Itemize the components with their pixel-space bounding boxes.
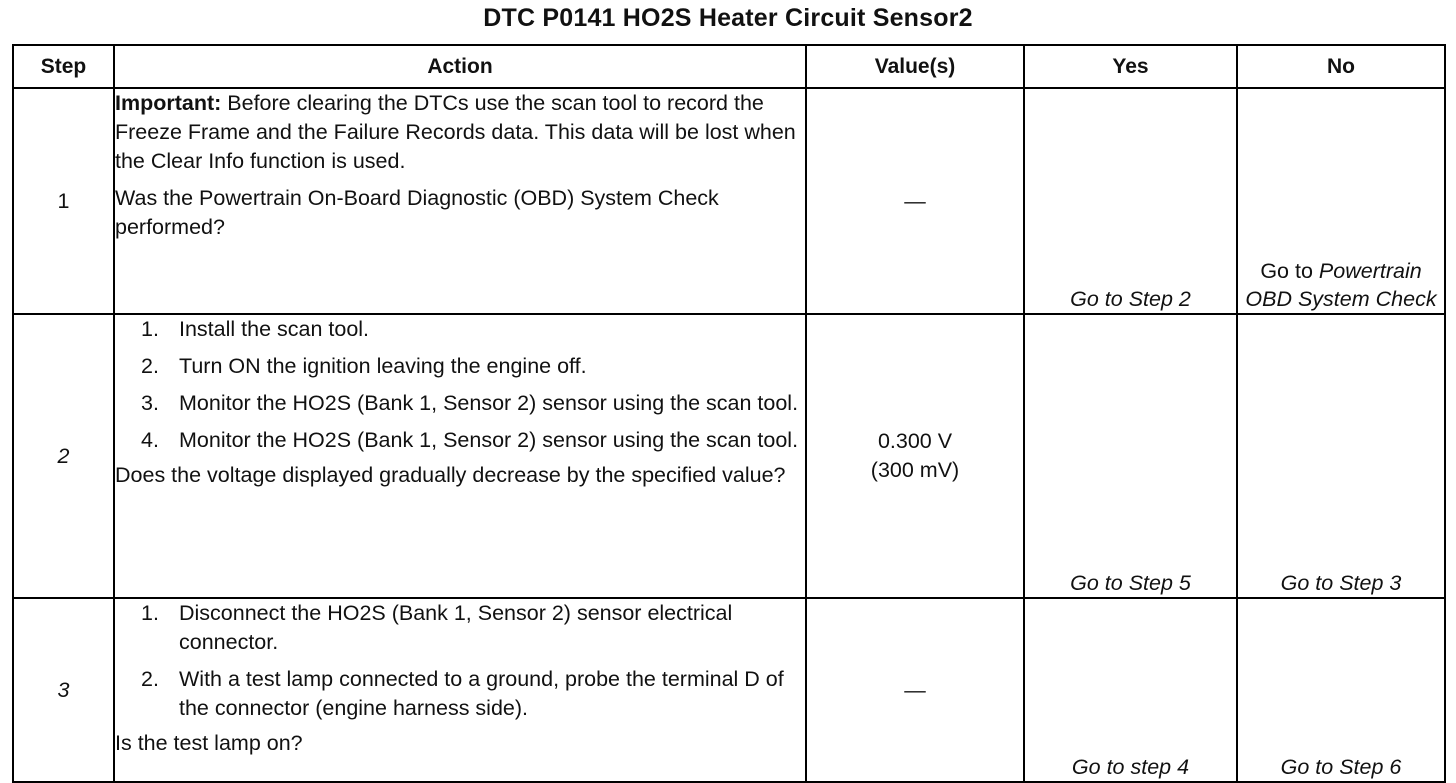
page-title: DTC P0141 HO2S Heater Circuit Sensor2 <box>483 4 973 32</box>
table-row <box>13 598 1445 782</box>
step-number: 2 <box>13 314 114 598</box>
no-goto-link[interactable]: Go to Step 3 <box>1280 571 1402 595</box>
no-cell <box>1237 314 1445 598</box>
important-text: Before clearing the DTCs use the scan tool to record the Freeze Frame and the Failure Records data. This data will be lost when the Clear Info function is used. <box>115 91 796 173</box>
action-cell <box>114 598 806 782</box>
yes-goto-link[interactable]: Go to step 4 <box>1071 755 1190 779</box>
yes-goto-link[interactable]: Go to Step 2 <box>1070 287 1191 311</box>
list-item: 2. Turn ON the ignition leaving the engine off. <box>141 354 587 378</box>
yes-cell <box>1024 314 1237 598</box>
no-goto-link[interactable]: Powertrain OBD System Check <box>1245 259 1437 311</box>
table-header-row <box>13 45 1445 88</box>
action-steps-list <box>115 599 805 723</box>
value-dash: — <box>904 188 926 213</box>
action-cell <box>114 88 806 314</box>
yes-cell <box>1024 598 1237 782</box>
yes-cell <box>1024 88 1237 314</box>
action-question: Is the test lamp on? <box>115 731 303 755</box>
step-number: 1 <box>13 88 114 314</box>
header-step: Step <box>13 45 114 88</box>
header-no: No <box>1237 45 1445 88</box>
value-cell <box>806 314 1024 598</box>
list-item: 1. Disconnect the HO2S (Bank 1, Sensor 2) sensor electrical connector. <box>141 601 733 654</box>
action-question: Does the voltage displayed gradually decrease by the specified value? <box>115 463 786 487</box>
action-steps-list <box>115 315 805 455</box>
header-values: Value(s) <box>806 45 1024 88</box>
yes-goto-link[interactable]: Go to Step 5 <box>1070 571 1191 595</box>
no-goto-prefix: Go to <box>1260 259 1313 283</box>
diagnostic-table <box>12 44 1446 783</box>
value-cell <box>806 598 1024 782</box>
important-label: Important: <box>115 91 222 115</box>
list-item: 1. Install the scan tool. <box>141 317 370 341</box>
value-dash: — <box>904 677 926 702</box>
list-item: 3. Monitor the HO2S (Bank 1, Sensor 2) sensor using the scan tool. <box>141 391 799 415</box>
value-cell <box>806 88 1024 314</box>
action-cell <box>114 314 806 598</box>
value-voltage: 0.300 V <box>877 429 953 453</box>
header-action: Action <box>114 45 806 88</box>
step-number: 3 <box>13 598 114 782</box>
table-row <box>13 88 1445 314</box>
no-goto-link[interactable]: Go to Step 6 <box>1280 755 1402 779</box>
list-item: 2. With a test lamp connected to a ground, probe the terminal D of the connector (engine harness side). <box>141 667 784 720</box>
important-note <box>115 89 805 176</box>
value-millivolts: (300 mV) <box>870 458 960 482</box>
action-question: Was the Powertrain On-Board Diagnostic (OBD) System Check performed? <box>115 186 719 239</box>
header-yes: Yes <box>1024 45 1237 88</box>
no-cell <box>1237 598 1445 782</box>
no-cell <box>1237 88 1445 314</box>
table-row <box>13 314 1445 598</box>
list-item: 4. Monitor the HO2S (Bank 1, Sensor 2) sensor using the scan tool. <box>141 428 799 452</box>
